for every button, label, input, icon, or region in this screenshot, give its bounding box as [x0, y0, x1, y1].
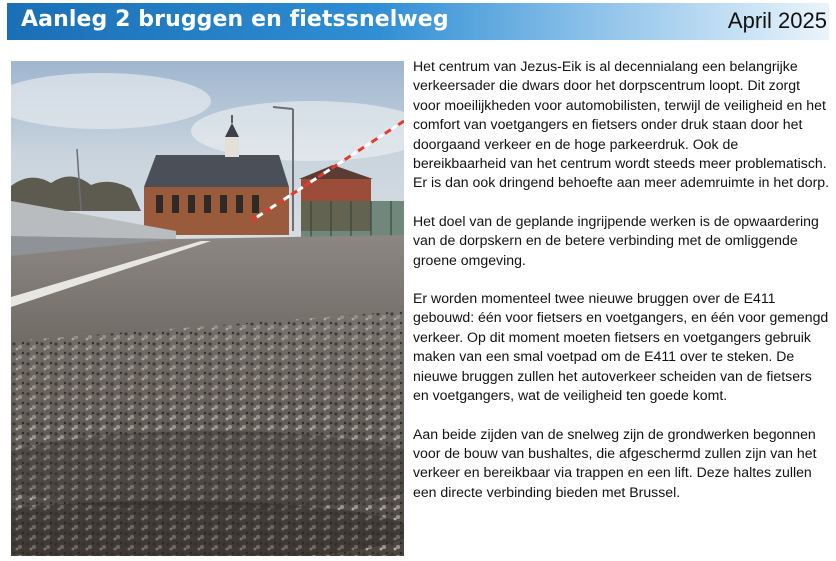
page-title: Aanleg 2 bruggen en fietssnelweg [21, 7, 449, 32]
issue-date: April 2025 [727, 8, 827, 33]
article-photo [11, 61, 404, 556]
article-paragraph-2: Het doel van de geplande ingrijpende werken is de opwaardering van de dorpskern en de betere verbinding met de omliggende groene omgeving. [413, 212, 819, 268]
article-body [413, 57, 831, 521]
article-paragraph-3: Er worden momenteel twee nieuwe bruggen over de E411 gebouwd: één voor fietsers en voetgangers, en één voor gemengd verkeer. Op dit moment moeten fietsers en voetgangers gebruik maken van een smal voetpad om de E411 over te steken. De nieuwe bruggen zullen het autoverkeer scheiden van de fietsers en voetgangers, wat de veiligheid ten goede komt. [413, 290, 829, 404]
article-paragraph-4: Aan beide zijden van de snelweg zijn de grondwerken begonnen voor de bouw van bushaltes, die afgeschermd zullen zijn van het verkeer en bereikbaar via trappen en een lift. Deze haltes zullen een directe verbinding bieden met Brussel. [413, 425, 817, 500]
photo-illustration [11, 61, 404, 556]
header-banner [7, 3, 829, 40]
article-paragraph-1: Het centrum van Jezus-Eik is al decennialang een belangrijke verkeersader die dwars door het dorpscentrum loopt. Dit zorgt voor moeilijkheden voor automobilisten, terwijl de veiligheid en het comfort van voetgangers en fietsers onder druk staan door het doorgaand verkeer en de hoge parkeerdruk. Ook de bereikbaarheid van het centrum wordt steeds meer problematisch. Er is dan ook dringend behoefte aan meer ademruimte in het dorp. [413, 58, 830, 191]
